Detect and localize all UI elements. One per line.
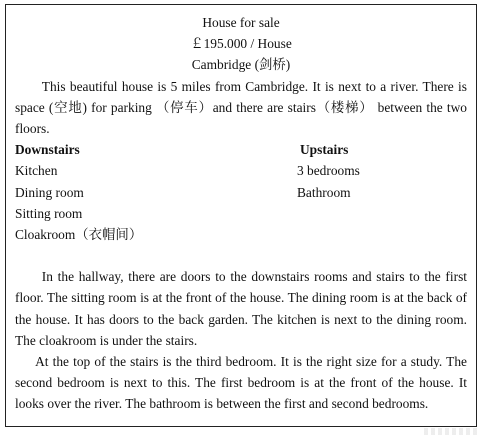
upstairs-column [297,139,467,245]
document-body [6,5,476,415]
ad-title: House for sale [202,15,280,30]
document-frame [5,4,477,427]
hallway-paragraph: In the hallway, there are doors to the downstairs rooms and stairs to the first floor. The sitting room is at the front of the house. The dining room is at the back of the house. It has doors to the back garden. The kitchen is next to the dining room. The cloakroom is under the stairs. [15,269,467,348]
upstairs-room: Bathroom [297,184,351,200]
ad-price: ￡195.000 / House [190,36,292,52]
downstairs-column [15,139,297,245]
upstairs-paragraph: At the top of the stairs is the third bedroom. It is the right size for a study. The second bedroom is next to this. The first bedroom is at the front of the house. It looks over the river. The bathroom is between the first and second bedrooms. [15,354,467,412]
rooms-table [15,139,467,245]
downstairs-room: Sitting room [15,205,83,221]
upstairs-room: 3 bedrooms [297,163,360,179]
downstairs-room: Dining room [15,184,84,200]
intro-paragraph: This beautiful house is 5 miles from Cambridge. It is next to a river. There is space (空地) for parking （停车）and there are stairs（楼梯） between the two floors. [15,78,467,137]
watermark-smudge [424,428,480,435]
ad-location: Cambridge (剑桥) [191,57,291,73]
downstairs-room: Kitchen [15,163,58,179]
upstairs-heading: Upstairs [300,142,349,158]
downstairs-heading: Downstairs [15,142,80,158]
downstairs-room: Cloakroom（衣帽间） [15,227,143,243]
